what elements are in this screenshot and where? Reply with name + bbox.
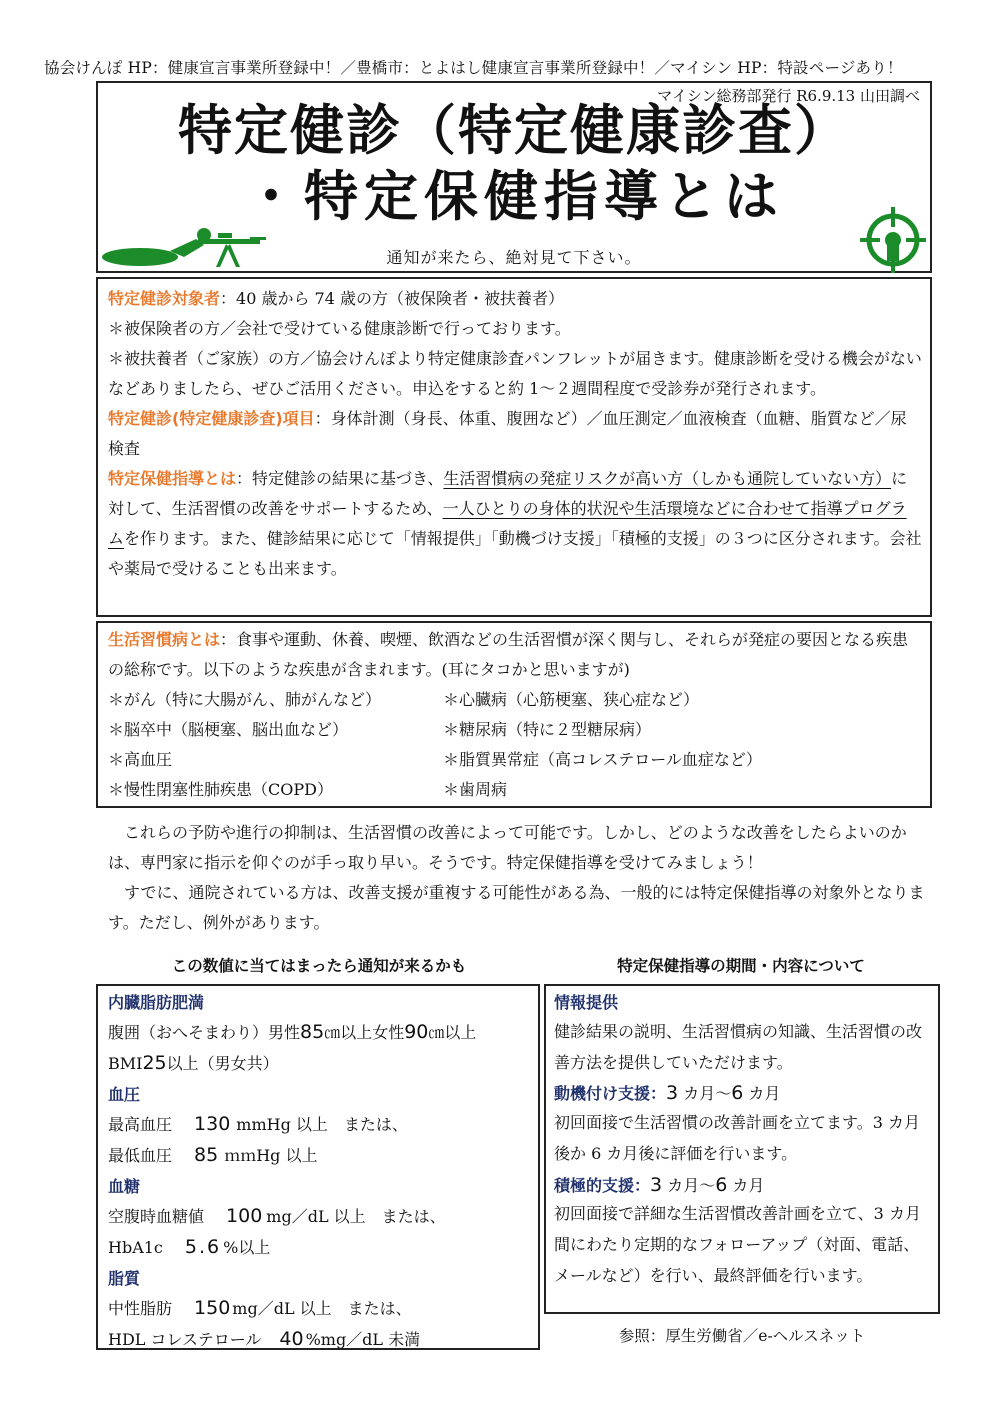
- guidance-overview-box: [96, 277, 932, 617]
- active-unit: カ月: [727, 1176, 765, 1195]
- items-label: 特定健診(特定健康診査)項目: [108, 409, 315, 428]
- bmi-value: 25: [142, 1052, 167, 1074]
- motivation-end-value: 6: [731, 1082, 744, 1104]
- motivation-label: 動機付け支援：: [554, 1084, 667, 1103]
- guidance-paragraph: [108, 464, 922, 584]
- disease-item: ＊高血圧: [108, 750, 173, 769]
- sugar-label: 血糖: [108, 1177, 141, 1196]
- waist-male-value: 85: [300, 1021, 325, 1043]
- guidance-text-3: を作ります。また、健診結果に応じて「情報提供」「動機づけ支援」「積極的支援」の３つに区分されます。会社や薬局で受けることも出来ます。: [108, 529, 922, 578]
- insured-paragraph: ＊被保険者の方／会社で受けている健康診断で行っております。: [108, 319, 571, 338]
- active-row: [554, 1173, 764, 1196]
- active-middle: カ月～: [662, 1176, 716, 1195]
- overview-content: [108, 284, 922, 584]
- page-title-line2: ・特定保健指導とは: [244, 164, 784, 228]
- hba1c-suffix: %以上: [223, 1238, 271, 1257]
- disease-item: ＊歯周病: [443, 780, 508, 799]
- info-label: 情報提供: [554, 993, 619, 1012]
- period-heading: 特定保健指導の期間・内容について: [617, 957, 865, 975]
- guidance-label: 特定保健指導とは: [108, 469, 237, 488]
- lifestyle-disease-label: 生活習慣病とは: [108, 630, 221, 649]
- period-box: [544, 984, 940, 1314]
- items-text: ：身体計測（身長、体重、腹囲など）／血圧測定／血液検査（血糖、脂質など／尿検査: [108, 409, 907, 458]
- waist-female-value: 90: [404, 1021, 429, 1043]
- waist-suffix: ㎝以上: [428, 1023, 477, 1042]
- fasting-glucose-row: [108, 1204, 446, 1227]
- hdl-row: [108, 1327, 420, 1350]
- waist-prefix: 腹囲（おへそまわり）男性: [108, 1023, 301, 1042]
- title-box: [96, 81, 932, 273]
- target-reticle-icon: [860, 207, 926, 273]
- page-title-line1: 特定健診（特定健康診査）: [178, 98, 850, 162]
- sniper-illustration: [100, 223, 270, 273]
- disease-item: ＊糖尿病（特に２型糖尿病）: [443, 720, 652, 739]
- triglyceride-row: [108, 1296, 412, 1319]
- body-text: [108, 818, 928, 938]
- target-paragraph: [108, 284, 922, 314]
- guidance-underline-1: 生活習慣病の発症リスクが高い方（しかも通院していない方）: [443, 469, 892, 488]
- lifestyle-disease-box: [96, 621, 932, 808]
- triglyceride-value: 150: [194, 1297, 231, 1319]
- dependent-paragraph: ＊被扶養者（ご家族）の方／協会けんぽより特定健康診査パンフレットが届きます。健康診断を受ける機会がないなどありましたら、ぜひご活用ください。申込をすると約 1～２週間程度で受診券が発行されます。: [108, 349, 922, 398]
- fasting-glucose-prefix: 空腹時血糖値: [108, 1207, 205, 1226]
- diastolic-row: [108, 1143, 318, 1166]
- systolic-value: 130: [194, 1113, 231, 1135]
- target-label: 特定健診対象者: [108, 289, 221, 308]
- diastolic-suffix: ｍｍHg 以上: [224, 1146, 318, 1165]
- body-paragraph-1: これらの予防や進行の抑制は、生活習慣の改善によって可能です。しかし、どのような改善をしたらよいのかは、専門家に指示を仰ぐのが手っ取り早い。そうです。特定保健指導を受けてみましょう！: [108, 823, 907, 872]
- motivation-start: 3: [666, 1082, 679, 1104]
- hba1c-prefix: HbA1c: [108, 1238, 163, 1257]
- bmi-suffix: 以上（男女共）: [166, 1054, 279, 1073]
- guidance-text-1: ：特定健診の結果に基づき、: [236, 469, 444, 488]
- info-text: 健診結果の説明、生活習慣病の知識、生活習慣の改善方法を提供していただけます。: [554, 1022, 923, 1072]
- hdl-value: 40: [279, 1328, 304, 1350]
- disease-item: ＊慢性閉塞性肺疾患（COPD）: [108, 780, 333, 799]
- systolic-prefix: 最高血圧: [108, 1115, 173, 1134]
- hdl-suffix: %mg／dL 未満: [305, 1330, 421, 1349]
- notice: 通知が来たら、絶対見て下さい。: [386, 248, 642, 267]
- criteria-heading: この数値に当てはまったら通知が来るかも: [171, 957, 467, 975]
- guidance-text-2: に対して、生活習慣の改善をサポートするため、: [108, 469, 908, 518]
- diastolic-value: 85: [194, 1144, 219, 1166]
- items-paragraph: [108, 404, 922, 464]
- hba1c-row: [108, 1235, 270, 1258]
- motivation-unit: カ月: [743, 1084, 781, 1103]
- bp-label: 血圧: [108, 1085, 141, 1104]
- lifestyle-disease-definition: [108, 625, 922, 685]
- top-line: 協会けんぽ HP：健康宣言事業所登録中！／豊橋市：とよはし健康宣言事業所登録中！／マイシン HP：特設ページあり！: [44, 59, 903, 77]
- hdl-prefix: HDL コレステロール: [108, 1330, 262, 1349]
- waist-middle: ㎝以上女性: [324, 1023, 405, 1042]
- fasting-glucose-value: 100: [226, 1205, 263, 1227]
- motivation-middle: カ月～: [678, 1084, 732, 1103]
- triglyceride-prefix: 中性脂肪: [108, 1299, 173, 1318]
- fasting-glucose-suffix: mg／dL 以上 または、: [266, 1207, 446, 1226]
- motivation-text: 初回面接で生活習慣の改善計画を立てます。3 カ月後か 6 カ月後に評価を行います。: [554, 1113, 920, 1163]
- disease-item: ＊がん（特に大腸がん、肺がんなど）: [108, 690, 381, 709]
- guidance-underline-2: 一人ひとりの身体的状況や生活環境などに合わせて指導プログラム: [108, 499, 907, 548]
- bmi-prefix: BMI: [108, 1054, 143, 1073]
- lifestyle-disease-text: ：食事や運動、休養、喫煙、飲酒などの生活習慣が深く関与し、それらが発症の要因となる疾患の総称です。以下のような疾患が含まれます。(耳にタコかと思いますが): [108, 630, 909, 679]
- criteria-box: [96, 984, 540, 1350]
- systolic-row: [108, 1112, 408, 1135]
- disease-item: ＊心臓病（心筋梗塞、狭心症など）: [443, 690, 700, 709]
- disease-item: ＊脂質異常症（高コレステロール血症など）: [443, 750, 762, 769]
- issuer: マイシン総務部発行 R6.9.13 山田調べ: [657, 87, 920, 105]
- target-text: ：40 歳から 74 歳の方（被保険者・被扶養者）: [220, 289, 564, 308]
- reference: 参照：厚生労働省／e-ヘルスネット: [618, 1327, 866, 1345]
- systolic-suffix: mmHg 以上 または、: [236, 1115, 408, 1134]
- diastolic-prefix: 最低血圧: [108, 1146, 173, 1165]
- active-start: 3: [650, 1174, 663, 1196]
- motivation-row: [554, 1081, 780, 1104]
- triglyceride-suffix: mg／dL 以上 または、: [232, 1299, 412, 1318]
- waist-row: [108, 1020, 476, 1043]
- obesity-label: 内臓脂肪肥満: [108, 993, 205, 1012]
- lipid-label: 脂質: [108, 1269, 141, 1288]
- disease-item: ＊脳卒中（脳梗塞、脳出血など）: [108, 720, 349, 739]
- body-paragraph-2: すでに、通院されている方は、改善支援が重複する可能性がある為、一般的には特定保健指導の対象外となります。ただし、例外があります。: [108, 883, 925, 932]
- bmi-row: [108, 1051, 279, 1074]
- active-end-value: 6: [715, 1174, 728, 1196]
- active-text: 初回面接で詳細な生活習慣改善計画を立て、3 カ月間にわたり定期的なフォローアップ（対面、電話、メールなど）を行い、最終評価を行います。: [554, 1204, 921, 1285]
- hba1c-value: 5.6: [184, 1236, 222, 1258]
- active-label: 積極的支援：: [554, 1176, 651, 1195]
